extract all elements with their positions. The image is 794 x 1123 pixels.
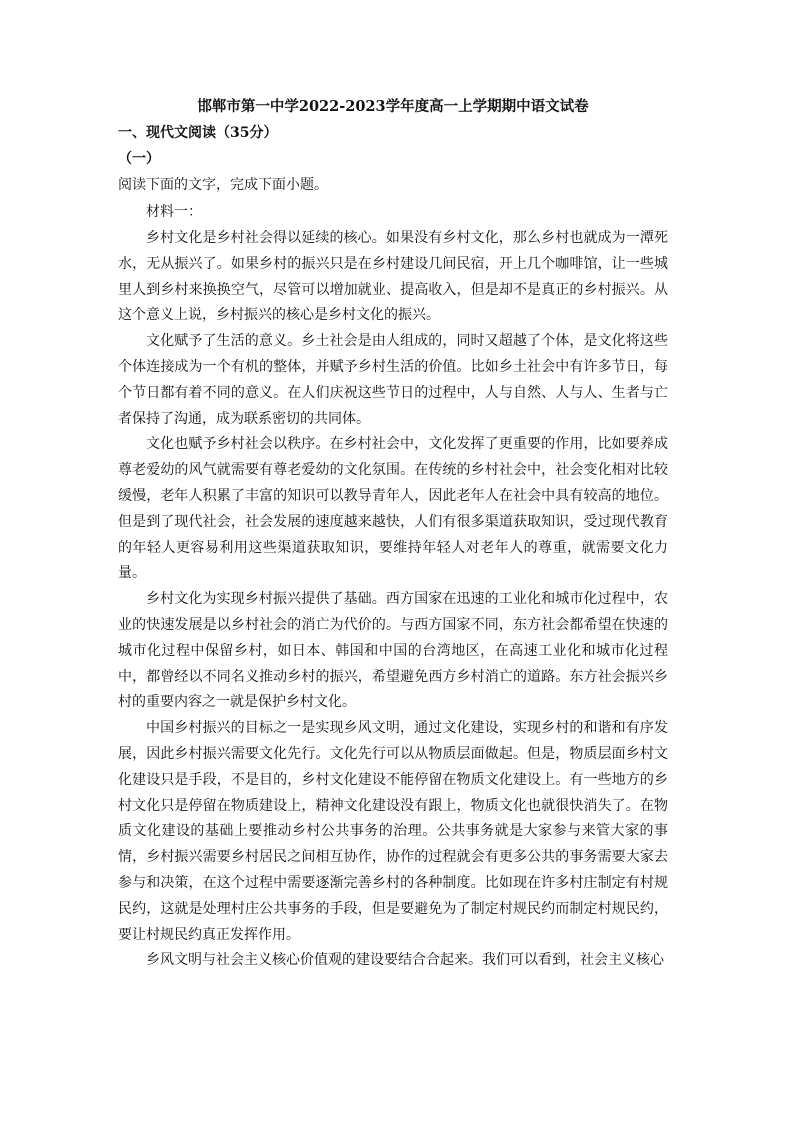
article-paragraph-1: 乡村文化是乡村社会得以延续的核心。如果没有乡村文化，那么乡村也就成为一潭死水，无从振兴了。如果乡村的振兴只是在乡村建设几间民宿，开上几个咖啡馆，让一些城里人到乡村来换换空气，尽管可以增加就业、提高收入，但是却不是真正的乡村振兴。从这个意义上说，乡村振兴的核心是乡村文化的振兴。 <box>118 230 668 324</box>
article-paragraph-4: 乡村文化为实现乡村振兴提供了基础。西方国家在迅速的工业化和城市化过程中，农业的快速发展是以乡村社会的消亡为代价的。与西方国家不同，东方社会都希望在快速的城市化过程中保留乡村，如日本、韩国和中国的台湾地区，在高速工业化和城市化过程中，都曾经以不同名义推动乡村的振兴，希望避免西方乡村消亡的道路。东方社会振兴乡村的重要内容之一就是保护乡村文化。 <box>118 591 668 711</box>
material-label: 材料一： <box>146 204 202 220</box>
article-paragraph-6: 乡风文明与社会主义核心价值观的建设要结合合起来。我们可以看到，社会主义核心 <box>146 952 664 969</box>
exam-title: 邯郸市第一中学2022-2023学年度高一上学期期中语文试卷 <box>197 98 589 115</box>
article-paragraph-2: 文化赋予了生活的意义。乡土社会是由人组成的，同时又超越了个体，是文化将这些个体连接成为一个有机的整体，并赋予乡村生活的价值。比如乡土社会中有许多节日，每个节日都有着不同的意义。在人们庆祝这些节日的过程中，人与自然、人与人、生者与亡者保持了沟通，成为联系密切的共同体。 <box>118 333 668 427</box>
reading-instruction: 阅读下面的文字，完成下面小题。 <box>118 177 328 193</box>
article-paragraph-5: 中国乡村振兴的目标之一是实现乡风文明，通过文化建设，实现乡村的和谐和有序发展，因此乡村振兴需要文化先行。文化先行可以从物质层面做起。但是，物质层面乡村文化建设只是手段，不是目的，乡村文化建设不能停留在物质文化建设上。有一些地方的乡村文化只是停留在物质建设上，精神文化建设没有跟上，物质文化也就很快消失了。在物质文化建设的基础上要推动乡村公共事务的治理。公共事务就是大家参与来管大家的事情，乡村振兴需要乡村居民之间相互协作，协作的过程就会有更多公共的事务需要大家去参与和决策，在这个过程中需要逐渐完善乡村的各种制度。比如现在许多村庄制定有村规民约，这就是处理村庄公共事务的手段，但是要避免为了制定村规民约而制定村规民约，要让村规民约真正发挥作用。 <box>118 720 668 943</box>
exam-page <box>118 96 668 974</box>
article-paragraph-3: 文化也赋予乡村社会以秩序。在乡村社会中，文化发挥了更重要的作用，比如要养成尊老爱幼的风气就需要有尊老爱幼的文化氛围。在传统的乡村社会中，社会变化相对比较缓慢，老年人积累了丰富的知识可以教导青年人，因此老年人在社会中具有较高的地位。但是到了现代社会，社会发展的速度越来越快，人们有很多渠道获取知识，受过现代教育的年轻人更容易利用这些渠道获取知识，要维持年轻人对老年人的尊重，就需要文化力量。 <box>118 436 668 582</box>
section-heading: 一、现代文阅读（35分） <box>118 125 278 141</box>
sub-section-heading: （一） <box>118 151 160 167</box>
